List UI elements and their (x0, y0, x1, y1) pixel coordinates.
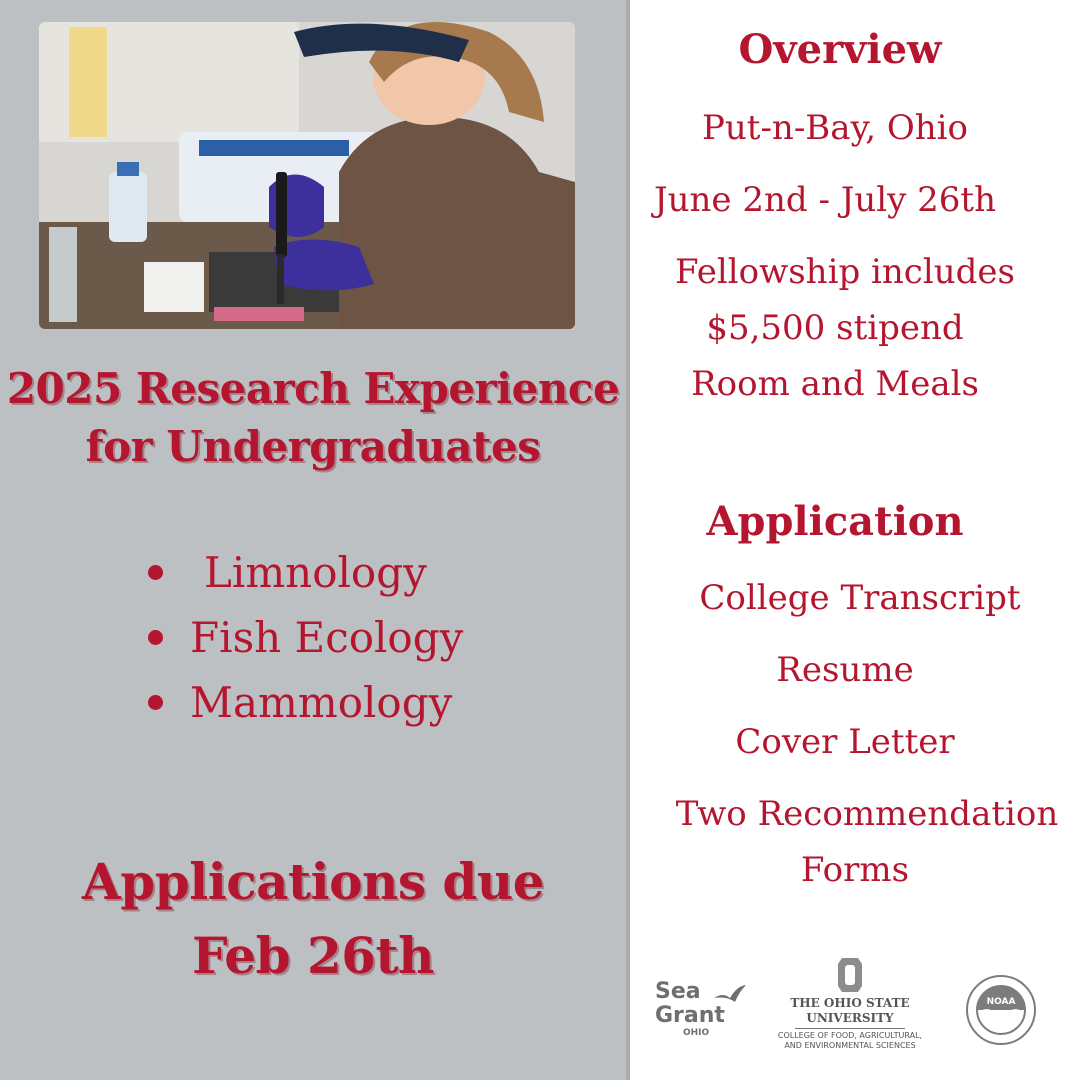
sea-grant-line1: Sea (655, 979, 701, 1004)
program-title-line2: for Undergraduates (85, 422, 541, 471)
application-item: Cover Letter (735, 722, 955, 762)
osu-block-o-icon (838, 958, 862, 992)
noaa-label: NOAA (986, 997, 1016, 1007)
program-title-line1: 2025 Research Experience (6, 364, 620, 413)
deadline-line1: Applications due (81, 852, 545, 911)
fellowship-line2: $5,500 stipend (706, 308, 964, 348)
osu-name-line2: UNIVERSITY (806, 1011, 894, 1025)
partner-logos (630, 950, 1080, 1070)
osu-college-line2: AND ENVIRONMENTAL SCIENCES (784, 1041, 916, 1050)
osu-college-line1: COLLEGE OF FOOD, AGRICULTURAL, (777, 1031, 923, 1040)
application-item: Two Recommendation (675, 794, 1059, 834)
deadline-line2: Feb 26th (192, 926, 434, 985)
overview-heading: Overview (738, 26, 942, 73)
application-item: Forms (800, 850, 910, 890)
focus-area-label: Limnology (204, 548, 427, 597)
noaa-logo (965, 974, 1037, 1046)
application-item: College Transcript (699, 578, 1021, 618)
focus-area-label: Mammology (190, 678, 453, 727)
sea-grant-line2: Grant (655, 1003, 725, 1028)
osu-cfaes-logo (760, 958, 940, 1068)
lab-photo (39, 22, 575, 329)
overview-location: Put-n-Bay, Ohio (702, 108, 968, 148)
program-title (0, 360, 626, 476)
bullet-icon (148, 695, 163, 710)
bullet-icon (148, 630, 163, 645)
application-heading: Application (706, 498, 964, 545)
focus-area-item (140, 540, 560, 605)
sea-grant-line3: OHIO (683, 1028, 710, 1038)
overview-dates: June 2nd - July 26th (654, 180, 996, 220)
fellowship-line1: Fellowship includes (675, 252, 1015, 292)
noaa-seal-icon (965, 974, 1037, 1046)
sea-grant-bird-icon (713, 984, 747, 1006)
sea-grant-ohio-logo (655, 980, 745, 1050)
focus-area-item (140, 605, 560, 670)
focus-area-list (140, 540, 560, 735)
osu-divider (795, 1028, 905, 1029)
osu-name-line1: THE OHIO STATE (790, 996, 910, 1010)
lab-photo-illustration (39, 22, 575, 329)
fellowship-line3: Room and Meals (691, 364, 979, 404)
focus-area-label: Fish Ecology (190, 613, 464, 662)
bullet-icon (148, 565, 163, 580)
deadline (0, 845, 626, 993)
application-item: Resume (776, 650, 914, 690)
focus-area-item (140, 670, 560, 735)
